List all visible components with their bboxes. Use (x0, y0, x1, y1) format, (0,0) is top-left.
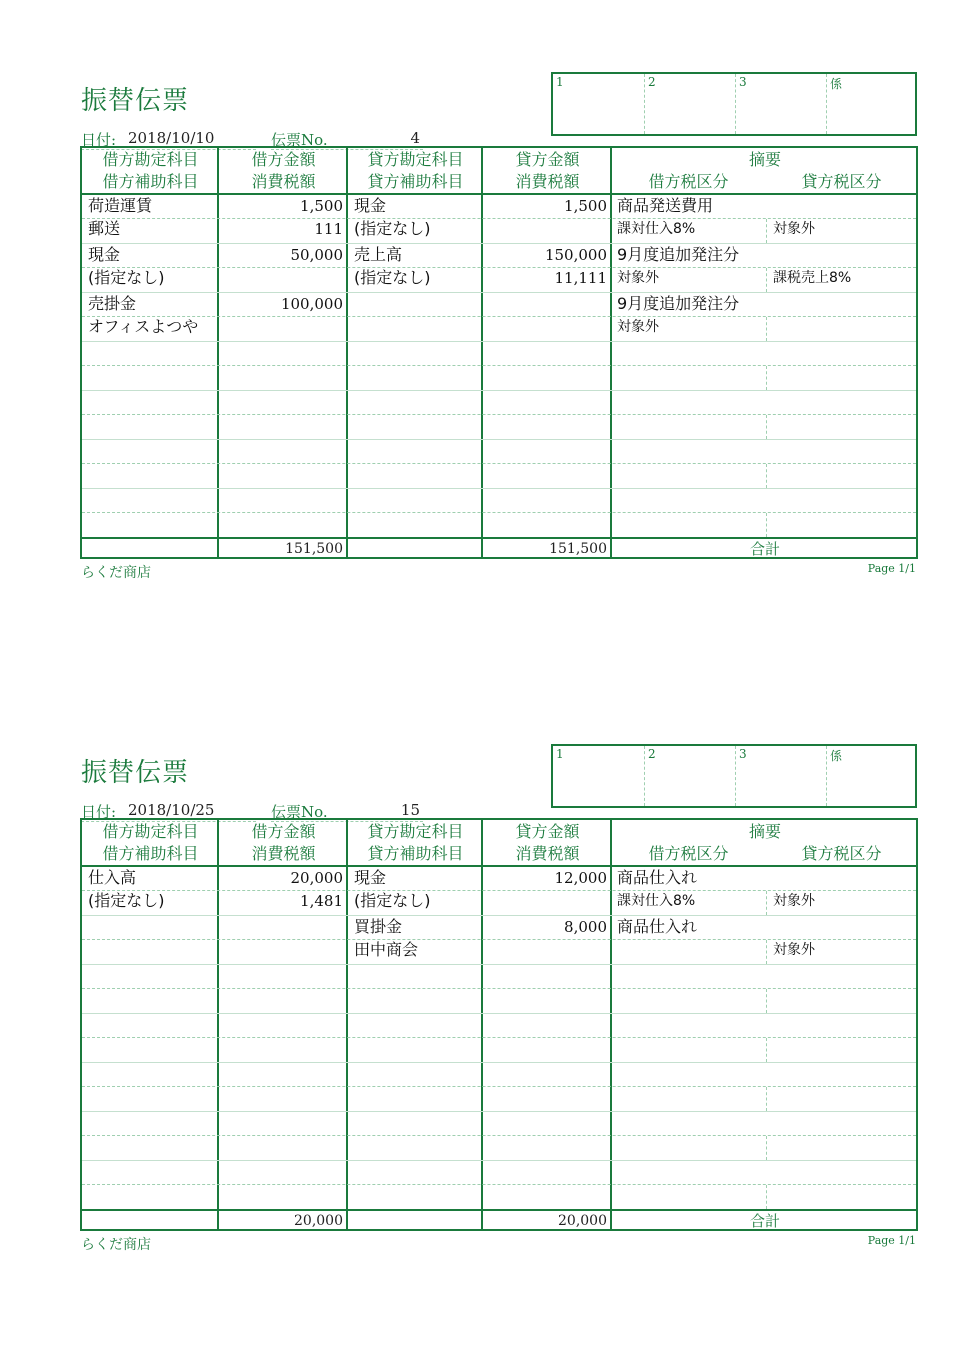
memo-cell[interactable]: 商品仕入れ (617, 917, 698, 936)
voucher-date: 2018/10/25 (128, 801, 215, 819)
stamp-label: 2 (648, 75, 656, 89)
debit-tax-class-cell[interactable]: 対象外 (617, 270, 659, 286)
debit-account-cell[interactable]: 荷造運賃 (88, 196, 153, 215)
date-label: 日付: (81, 131, 117, 149)
voucher-title: 振替伝票 (81, 758, 190, 788)
credit-amount-cell[interactable]: 12,000 (554, 869, 607, 887)
company-name: らくだ商店 (81, 1237, 151, 1253)
approval-stamp-box (551, 72, 917, 136)
debit-tax-cell[interactable]: 111 (314, 220, 343, 238)
credit-account-cell[interactable]: 現金 (354, 196, 387, 215)
header-debit-tax: 消費税額 (251, 844, 316, 863)
debit-tax-class-cell[interactable]: 課対仕入8% (617, 893, 696, 909)
stamp-label: 2 (648, 747, 656, 761)
total-label: 合計 (749, 540, 780, 558)
header-credit-tax-class: 貸方税区分 (801, 172, 882, 191)
page-indicator: Page 1/1 (867, 562, 916, 575)
header-debit-sub: 借方補助科目 (102, 172, 199, 191)
debit-amount-cell[interactable]: 20,000 (290, 869, 343, 887)
debit-account-cell[interactable]: 現金 (88, 245, 121, 264)
debit-sub-cell[interactable]: 郵送 (88, 219, 121, 238)
memo-cell[interactable]: 商品発送費用 (617, 196, 714, 215)
credit-tax-class-cell[interactable]: 対象外 (773, 893, 815, 909)
debit-amount-cell[interactable]: 100,000 (280, 295, 343, 313)
voucher-number-label: 伝票No. (271, 131, 328, 149)
voucher-number: 4 (410, 129, 420, 147)
stamp-label: 係 (830, 77, 843, 91)
approval-stamp-box (551, 744, 917, 808)
debit-account-cell[interactable]: 仕入高 (88, 868, 137, 887)
credit-tax-class-cell[interactable]: 対象外 (773, 942, 815, 958)
header-debit-tax: 消費税額 (251, 172, 316, 191)
header-memo: 摘要 (748, 150, 781, 169)
transfer-voucher (0, 75, 965, 600)
credit-tax-cell[interactable]: 11,111 (554, 269, 607, 287)
voucher-number: 15 (400, 801, 420, 819)
total-label: 合計 (749, 1212, 780, 1230)
debit-tax-class-cell[interactable]: 対象外 (617, 319, 659, 335)
stamp-cell[interactable] (735, 746, 827, 806)
voucher-number-label: 伝票No. (271, 803, 328, 821)
memo-cell[interactable]: 9月度追加発注分 (617, 245, 740, 264)
header-debit-tax-class: 借方税区分 (648, 172, 729, 191)
credit-tax-class-cell[interactable]: 課税売上8% (773, 270, 852, 286)
date-label: 日付: (81, 803, 117, 821)
stamp-cell[interactable] (644, 746, 736, 806)
header-credit-amount: 貸方金額 (515, 822, 580, 841)
stamp-cell[interactable] (735, 74, 827, 134)
header-credit-amount: 貸方金額 (515, 150, 580, 169)
credit-sub-cell[interactable]: (指定なし) (354, 268, 431, 287)
debit-amount-cell[interactable]: 1,500 (300, 197, 343, 215)
debit-account-cell[interactable]: 売掛金 (88, 294, 137, 313)
debit-total: 20,000 (294, 1213, 343, 1229)
header-debit-account: 借方勘定科目 (102, 822, 199, 841)
credit-sub-cell[interactable]: (指定なし) (354, 891, 431, 910)
stamp-cell[interactable] (644, 74, 736, 134)
credit-total: 20,000 (558, 1213, 607, 1229)
header-credit-tax-class: 貸方税区分 (801, 844, 882, 863)
header-credit-account: 貸方勘定科目 (367, 822, 464, 841)
transfer-voucher (0, 747, 965, 1272)
stamp-label: 係 (830, 749, 843, 763)
stamp-label: 1 (556, 747, 564, 761)
stamp-cell[interactable] (553, 74, 645, 134)
debit-sub-cell[interactable]: オフィスよつや (88, 317, 199, 336)
credit-tax-class-cell[interactable]: 対象外 (773, 221, 815, 237)
credit-total: 151,500 (549, 541, 607, 557)
voucher-title: 振替伝票 (81, 86, 190, 116)
stamp-label: 1 (556, 75, 564, 89)
debit-total: 151,500 (285, 541, 343, 557)
header-debit-account: 借方勘定科目 (102, 150, 199, 169)
credit-amount-cell[interactable]: 8,000 (564, 918, 607, 936)
credit-amount-cell[interactable]: 1,500 (564, 197, 607, 215)
header-debit-sub: 借方補助科目 (102, 844, 199, 863)
journal-table (80, 818, 918, 1231)
debit-sub-cell[interactable]: (指定なし) (88, 891, 165, 910)
debit-sub-cell[interactable]: (指定なし) (88, 268, 165, 287)
header-credit-sub: 貸方補助科目 (367, 172, 464, 191)
credit-account-cell[interactable]: 買掛金 (354, 917, 403, 936)
page-indicator: Page 1/1 (867, 1234, 916, 1247)
memo-cell[interactable]: 商品仕入れ (617, 868, 698, 887)
header-debit-amount: 借方金額 (251, 822, 316, 841)
credit-sub-cell[interactable]: 田中商会 (354, 940, 419, 959)
stamp-label: 3 (739, 747, 747, 761)
credit-account-cell[interactable]: 売上高 (354, 245, 403, 264)
header-credit-tax: 消費税額 (515, 172, 580, 191)
header-credit-tax: 消費税額 (515, 844, 580, 863)
voucher-date: 2018/10/10 (128, 129, 215, 147)
stamp-cell[interactable] (553, 746, 645, 806)
credit-amount-cell[interactable]: 150,000 (544, 246, 607, 264)
memo-cell[interactable]: 9月度追加発注分 (617, 294, 740, 313)
stamp-cell[interactable] (826, 74, 918, 134)
debit-tax-class-cell[interactable]: 課対仕入8% (617, 221, 696, 237)
credit-sub-cell[interactable]: (指定なし) (354, 219, 431, 238)
debit-amount-cell[interactable]: 50,000 (290, 246, 343, 264)
header-debit-amount: 借方金額 (251, 150, 316, 169)
stamp-cell[interactable] (826, 746, 918, 806)
header-debit-tax-class: 借方税区分 (648, 844, 729, 863)
header-credit-account: 貸方勘定科目 (367, 150, 464, 169)
credit-account-cell[interactable]: 現金 (354, 868, 387, 887)
stamp-label: 3 (739, 75, 747, 89)
company-name: らくだ商店 (81, 565, 151, 581)
journal-table (80, 146, 918, 559)
debit-tax-cell[interactable]: 1,481 (300, 892, 343, 910)
header-memo: 摘要 (748, 822, 781, 841)
header-credit-sub: 貸方補助科目 (367, 844, 464, 863)
